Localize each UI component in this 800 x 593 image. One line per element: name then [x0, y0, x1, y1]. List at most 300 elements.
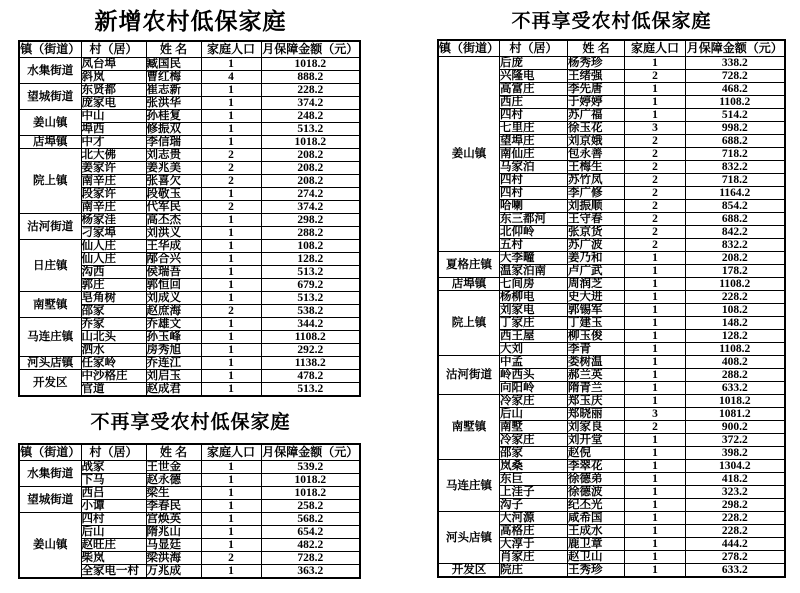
name-cell: 苏广波 — [568, 239, 625, 252]
name-cell: 乔雄文 — [146, 318, 201, 331]
removed-families-table-right — [437, 39, 786, 578]
village-cell: 四村 — [500, 174, 568, 187]
village-cell: 山北头 — [81, 331, 146, 344]
name-cell: 梁生 — [146, 487, 201, 500]
name-cell: 王绪强 — [568, 70, 625, 83]
table-row — [19, 357, 360, 370]
village-cell: 北大佛 — [81, 149, 146, 162]
village-cell: 段家许 — [81, 188, 146, 201]
name-cell: 孙桂复 — [146, 110, 201, 123]
population-cell: 1 — [625, 356, 686, 369]
village-cell: 肖家庄 — [500, 551, 568, 564]
population-cell: 2 — [201, 201, 261, 214]
population-cell: 1 — [625, 395, 686, 408]
town-cell: 马连庄镇 — [19, 318, 81, 357]
village-cell: 埠西 — [81, 123, 146, 136]
amount-cell: 842.2 — [686, 226, 785, 239]
amount-cell: 468.2 — [686, 83, 785, 96]
name-cell: 赵倪 — [568, 447, 625, 460]
village-cell: 南辛庄 — [81, 175, 146, 188]
population-cell: 1 — [201, 292, 261, 305]
population-cell: 1 — [201, 110, 261, 123]
amount-cell: 1304.2 — [686, 460, 785, 473]
name-cell: 隋青兰 — [568, 382, 625, 395]
name-cell: 段敬玉 — [146, 188, 201, 201]
amount-cell: 372.2 — [686, 434, 785, 447]
table-row — [19, 110, 360, 123]
amount-cell: 228.2 — [261, 84, 360, 97]
name-cell: 王华成 — [146, 240, 201, 253]
amount-cell: 728.2 — [686, 70, 785, 83]
village-cell: 仙人庄 — [81, 240, 146, 253]
town-cell: 沽河街道 — [19, 214, 81, 240]
name-cell: 郑晓丽 — [568, 408, 625, 421]
name-cell: 张洪华 — [146, 97, 201, 110]
name-cell: 张京货 — [568, 226, 625, 239]
name-cell: 王梅生 — [568, 161, 625, 174]
village-cell: 西王屋 — [500, 330, 568, 343]
name-cell: 郝兰英 — [568, 369, 625, 382]
amount-cell: 633.2 — [686, 382, 785, 395]
population-cell: 1 — [201, 136, 261, 149]
population-cell: 1 — [201, 97, 261, 110]
population-cell: 1 — [201, 240, 261, 253]
amount-cell: 513.2 — [261, 123, 360, 136]
village-cell: 兴隆电 — [500, 70, 568, 83]
amount-cell: 568.2 — [261, 513, 360, 526]
amount-cell: 1108.2 — [686, 343, 785, 356]
town-cell: 店埠镇 — [438, 278, 500, 291]
name-cell: 宫焕英 — [146, 513, 201, 526]
village-cell: 皂角树 — [81, 292, 146, 305]
amount-cell: 288.2 — [261, 227, 360, 240]
amount-cell: 418.2 — [686, 473, 785, 486]
name-cell: 刘京娥 — [568, 135, 625, 148]
table-row — [19, 292, 360, 305]
amount-cell: 208.2 — [261, 149, 360, 162]
amount-cell: 1018.2 — [261, 136, 360, 149]
name-cell: 姜乃和 — [568, 252, 625, 265]
village-cell: 战家 — [81, 461, 146, 474]
name-cell: 刘家良 — [568, 421, 625, 434]
village-cell: 四村 — [500, 187, 568, 200]
village-cell: 望埠庄 — [500, 135, 568, 148]
amount-cell: 208.2 — [261, 162, 360, 175]
village-cell: 东巨 — [500, 473, 568, 486]
amount-cell: 514.2 — [686, 109, 785, 122]
population-cell: 2 — [625, 421, 686, 434]
table-row — [19, 214, 360, 227]
population-cell: 1 — [625, 460, 686, 473]
village-cell: 中沙格庄 — [81, 370, 146, 383]
name-cell: 臧国民 — [146, 58, 201, 71]
table-row — [438, 512, 785, 525]
name-cell: 房秀旭 — [146, 344, 201, 357]
population-cell: 2 — [201, 175, 261, 188]
village-cell: 后庞 — [500, 57, 568, 70]
town-cell: 水集街道 — [19, 58, 81, 84]
population-cell: 1 — [201, 526, 261, 539]
population-cell: 1 — [625, 447, 686, 460]
population-cell: 2 — [625, 226, 686, 239]
village-cell: 中才 — [81, 136, 146, 149]
amount-cell: 363.2 — [261, 565, 360, 579]
village-cell: 斜岚 — [81, 71, 146, 84]
population-cell: 1 — [201, 344, 261, 357]
header-row — [438, 40, 785, 57]
population-cell: 2 — [201, 552, 261, 565]
village-cell: 乔家 — [81, 318, 146, 331]
amount-cell: 108.2 — [686, 304, 785, 317]
table-row — [438, 356, 785, 369]
name-cell: 娄树温 — [568, 356, 625, 369]
name-cell: 刘开堂 — [568, 434, 625, 447]
village-cell: 沟西 — [81, 266, 146, 279]
population-cell: 1 — [625, 551, 686, 564]
removed-families-title-right: 不再享受农村低保家庭 — [511, 11, 712, 32]
name-cell: 王秀珍 — [568, 564, 625, 578]
population-cell: 2 — [625, 161, 686, 174]
population-cell: 1 — [201, 331, 261, 344]
village-cell: 东贤都 — [81, 84, 146, 97]
village-cell: 高格庄 — [500, 525, 568, 538]
table-row — [19, 318, 360, 331]
amount-cell: 338.2 — [686, 57, 785, 70]
name-cell: 周润芝 — [568, 278, 625, 291]
name-cell: 王世金 — [146, 461, 201, 474]
population-cell: 2 — [625, 135, 686, 148]
amount-cell: 148.2 — [686, 317, 785, 330]
village-cell: 姜家许 — [81, 162, 146, 175]
town-cell: 沽河街道 — [438, 356, 500, 395]
town-cell: 南墅镇 — [19, 292, 81, 318]
name-cell: 孙玉峰 — [146, 331, 201, 344]
amount-cell: 288.2 — [686, 369, 785, 382]
town-cell: 水集街道 — [19, 461, 81, 487]
amount-cell: 292.2 — [261, 344, 360, 357]
population-cell: 2 — [625, 239, 686, 252]
name-cell: 曹红梅 — [146, 71, 201, 84]
name-cell: 李春民 — [146, 500, 201, 513]
population-cell: 1 — [201, 58, 261, 71]
amount-cell: 513.2 — [261, 266, 360, 279]
name-cell: 刘志贵 — [146, 149, 201, 162]
amount-cell: 888.2 — [261, 71, 360, 84]
column-header: 家庭人口 — [201, 444, 261, 461]
name-cell: 苏广福 — [568, 109, 625, 122]
name-cell: 柳玉俊 — [568, 330, 625, 343]
amount-cell: 374.2 — [261, 97, 360, 110]
village-cell: 刘家电 — [500, 304, 568, 317]
village-cell: 赵旺庄 — [81, 539, 146, 552]
table-row — [19, 240, 360, 253]
header-row — [19, 41, 360, 58]
column-header: 镇（街道） — [20, 445, 81, 459]
village-cell: 东三都河 — [500, 213, 568, 226]
amount-cell: 108.2 — [261, 240, 360, 253]
population-cell: 1 — [625, 382, 686, 395]
amount-cell: 1164.2 — [686, 187, 785, 200]
name-cell: 侯瑞吾 — [146, 266, 201, 279]
table-row — [19, 149, 360, 162]
village-cell: 七里庄 — [500, 122, 568, 135]
town-cell: 马连庄镇 — [438, 460, 500, 512]
amount-cell: 832.2 — [686, 161, 785, 174]
column-header: 家庭人口 — [201, 41, 261, 58]
town-cell: 开发区 — [438, 564, 500, 578]
new-families-title: 新增农村低保家庭 — [94, 8, 287, 34]
name-cell: 李广修 — [568, 187, 625, 200]
population-cell: 1 — [201, 357, 261, 370]
amount-cell: 688.2 — [686, 135, 785, 148]
name-cell: 咸希国 — [568, 512, 625, 525]
village-cell: 凤台埠 — [81, 58, 146, 71]
name-cell: 修振双 — [146, 123, 201, 136]
name-cell: 郭恒回 — [146, 279, 201, 292]
amount-cell: 513.2 — [261, 383, 360, 397]
amount-cell: 1018.2 — [261, 474, 360, 487]
population-cell: 1 — [201, 370, 261, 383]
table-row — [438, 564, 785, 578]
name-cell: 李信瑞 — [146, 136, 201, 149]
population-cell: 1 — [625, 304, 686, 317]
amount-cell: 539.2 — [261, 461, 360, 474]
amount-cell: 208.2 — [261, 175, 360, 188]
name-cell: 高丕杰 — [146, 214, 201, 227]
village-cell: 下马 — [81, 474, 146, 487]
column-header: 月保障金额（元） — [262, 42, 359, 56]
village-cell: 丁家庄 — [500, 317, 568, 330]
name-cell: 郭锡军 — [568, 304, 625, 317]
town-cell: 院上镇 — [438, 291, 500, 356]
village-cell: 南仙庄 — [500, 148, 568, 161]
population-cell: 1 — [201, 253, 261, 266]
village-cell: 马家泊 — [500, 161, 568, 174]
column-header: 镇（街道） — [20, 42, 81, 56]
name-cell: 邴合兴 — [146, 253, 201, 266]
population-cell: 4 — [201, 71, 261, 84]
village-cell: 邵家 — [81, 305, 146, 318]
town-cell: 望城街道 — [19, 487, 81, 513]
population-cell: 1 — [625, 538, 686, 551]
amount-cell: 208.2 — [686, 252, 785, 265]
amount-cell: 832.2 — [686, 239, 785, 252]
village-cell: 冷家庄 — [500, 395, 568, 408]
population-cell: 1 — [201, 474, 261, 487]
amount-cell: 679.2 — [261, 279, 360, 292]
population-cell: 1 — [201, 461, 261, 474]
village-cell: 任家岭 — [81, 357, 146, 370]
village-cell: 中孟 — [500, 356, 568, 369]
column-header: 镇（街道） — [439, 41, 500, 55]
town-cell: 夏格庄镇 — [438, 252, 500, 278]
population-cell: 1 — [201, 279, 261, 292]
amount-cell: 1018.2 — [686, 395, 785, 408]
village-cell: 大河源 — [500, 512, 568, 525]
name-cell: 赵永德 — [146, 474, 201, 487]
amount-cell: 298.2 — [686, 499, 785, 512]
amount-cell: 654.2 — [261, 526, 360, 539]
name-cell: 马显廷 — [146, 539, 201, 552]
population-cell: 1 — [625, 252, 686, 265]
village-cell: 七间房 — [500, 278, 568, 291]
amount-cell: 538.2 — [261, 305, 360, 318]
table-row — [19, 461, 360, 474]
population-cell: 1 — [201, 84, 261, 97]
amount-cell: 1108.2 — [686, 278, 785, 291]
population-cell: 1 — [201, 227, 261, 240]
left-column — [18, 0, 363, 579]
town-cell: 河头店镇 — [19, 357, 81, 370]
name-cell: 李青 — [568, 343, 625, 356]
amount-cell: 688.2 — [686, 213, 785, 226]
population-cell: 1 — [625, 499, 686, 512]
column-header: 村（居） — [81, 41, 146, 58]
amount-cell: 1138.2 — [261, 357, 360, 370]
population-cell: 1 — [201, 513, 261, 526]
village-cell: 岚桑 — [500, 460, 568, 473]
name-cell: 郑玉庆 — [568, 395, 625, 408]
population-cell: 1 — [201, 188, 261, 201]
village-cell: 后山 — [500, 408, 568, 421]
amount-cell: 374.2 — [261, 201, 360, 214]
amount-cell: 1108.2 — [261, 331, 360, 344]
name-cell: 徐德弟 — [568, 473, 625, 486]
column-header: 村（居） — [81, 444, 146, 461]
population-cell: 1 — [201, 487, 261, 500]
table-row — [438, 252, 785, 265]
name-cell: 张喜欠 — [146, 175, 201, 188]
population-cell: 1 — [625, 486, 686, 499]
village-cell: 向阳岭 — [500, 382, 568, 395]
name-cell: 刘成义 — [146, 292, 201, 305]
village-cell: 郭庄 — [81, 279, 146, 292]
amount-cell: 278.2 — [686, 551, 785, 564]
village-cell: 大刘 — [500, 343, 568, 356]
table-row — [438, 291, 785, 304]
town-cell: 望城街道 — [19, 84, 81, 110]
amount-cell: 900.2 — [686, 421, 785, 434]
population-cell: 1 — [625, 369, 686, 382]
amount-cell: 408.2 — [686, 356, 785, 369]
name-cell: 姜兆美 — [146, 162, 201, 175]
name-cell: 代军民 — [146, 201, 201, 214]
population-cell: 2 — [625, 174, 686, 187]
amount-cell: 1108.2 — [686, 96, 785, 109]
population-cell: 1 — [625, 265, 686, 278]
amount-cell: 1018.2 — [261, 487, 360, 500]
village-cell: 杨家洼 — [81, 214, 146, 227]
population-cell: 1 — [625, 512, 686, 525]
population-cell: 1 — [625, 291, 686, 304]
population-cell: 1 — [201, 500, 261, 513]
name-cell: 梁洪海 — [146, 552, 201, 565]
amount-cell: 258.2 — [261, 500, 360, 513]
name-cell: 乔连江 — [146, 357, 201, 370]
amount-cell: 228.2 — [686, 291, 785, 304]
column-header: 姓 名 — [146, 41, 201, 58]
name-cell: 赵成君 — [146, 383, 201, 397]
name-cell: 赵卫山 — [568, 551, 625, 564]
amount-cell: 1081.2 — [686, 408, 785, 421]
column-header: 月保障金额（元） — [686, 41, 783, 55]
village-cell: 冷家庄 — [500, 434, 568, 447]
amount-cell: 482.2 — [261, 539, 360, 552]
table-row — [438, 395, 785, 408]
population-cell: 2 — [201, 305, 261, 318]
village-cell: 官道 — [81, 383, 146, 397]
town-cell: 姜山镇 — [19, 110, 81, 136]
amount-cell: 178.2 — [686, 265, 785, 278]
village-cell: 高富庄 — [500, 83, 568, 96]
column-header: 姓 名 — [146, 444, 201, 461]
population-cell: 1 — [201, 214, 261, 227]
table-row — [438, 460, 785, 473]
header-row — [19, 444, 360, 461]
name-cell: 包永善 — [568, 148, 625, 161]
population-cell: 2 — [625, 148, 686, 161]
table-row — [19, 58, 360, 71]
column-header: 家庭人口 — [625, 40, 686, 57]
amount-cell: 1018.2 — [261, 58, 360, 71]
amount-cell: 128.2 — [261, 253, 360, 266]
village-cell: 四村 — [81, 513, 146, 526]
village-cell: 杨柳电 — [500, 291, 568, 304]
village-cell: 柴岚 — [81, 552, 146, 565]
name-cell: 刘洪义 — [146, 227, 201, 240]
population-cell: 2 — [625, 70, 686, 83]
population-cell: 1 — [625, 473, 686, 486]
village-cell: 庞家电 — [81, 97, 146, 110]
table-row — [19, 370, 360, 383]
town-cell: 姜山镇 — [438, 57, 500, 252]
name-cell: 丁建玉 — [568, 317, 625, 330]
amount-cell: 323.2 — [686, 486, 785, 499]
village-cell: 泗水 — [81, 344, 146, 357]
village-cell: 小谭 — [81, 500, 146, 513]
population-cell: 1 — [625, 525, 686, 538]
village-cell: 上洼子 — [500, 486, 568, 499]
population-cell: 1 — [201, 539, 261, 552]
population-cell: 2 — [201, 149, 261, 162]
town-cell: 院上镇 — [19, 149, 81, 214]
name-cell: 王守春 — [568, 213, 625, 226]
name-cell: 李翠花 — [568, 460, 625, 473]
village-cell: 温家泊南 — [500, 265, 568, 278]
amount-cell: 128.2 — [686, 330, 785, 343]
population-cell: 1 — [625, 57, 686, 70]
name-cell: 徐玉花 — [568, 122, 625, 135]
town-cell: 开发区 — [19, 370, 81, 397]
column-header: 姓 名 — [568, 40, 625, 57]
village-cell: 后山 — [81, 526, 146, 539]
village-cell: 全家电一村 — [81, 565, 146, 579]
population-cell: 1 — [625, 96, 686, 109]
village-cell: 岭西头 — [500, 369, 568, 382]
population-cell: 2 — [625, 187, 686, 200]
amount-cell: 344.2 — [261, 318, 360, 331]
village-cell: 南墅 — [500, 421, 568, 434]
amount-cell: 444.2 — [686, 538, 785, 551]
amount-cell: 274.2 — [261, 188, 360, 201]
table-row — [19, 84, 360, 97]
village-cell: 四村 — [500, 109, 568, 122]
name-cell: 卢广武 — [568, 265, 625, 278]
name-cell: 赵庶海 — [146, 305, 201, 318]
amount-cell: 718.2 — [686, 148, 785, 161]
population-cell: 3 — [625, 122, 686, 135]
population-cell: 1 — [201, 123, 261, 136]
